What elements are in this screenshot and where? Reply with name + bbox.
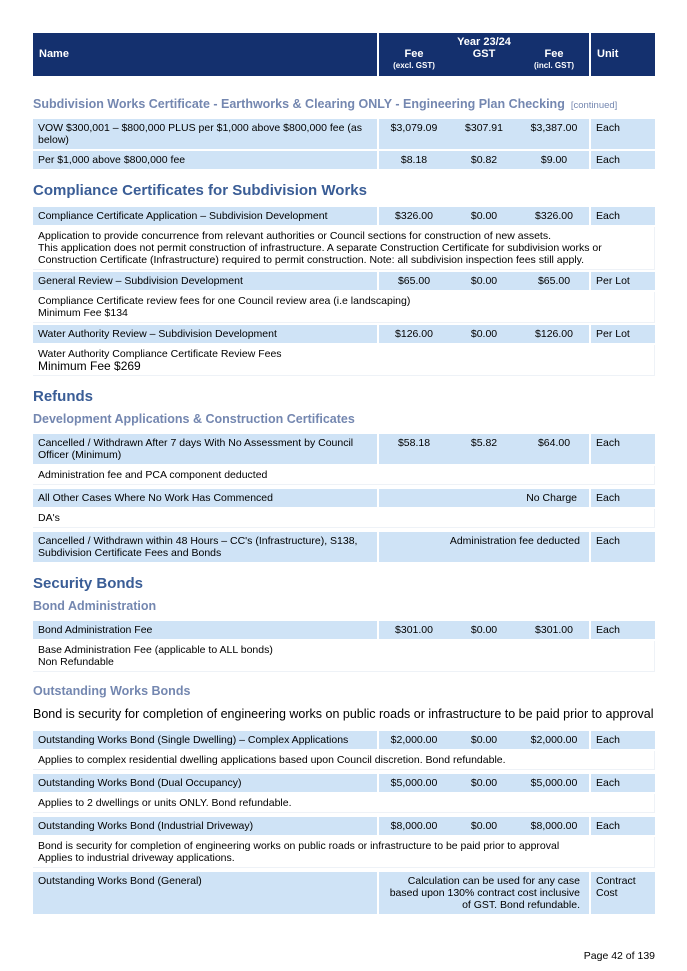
row-name: All Other Cases Where No Work Has Commenced [33,489,377,507]
header-name-label: Name [39,48,69,60]
fee-excl: $8.18 [400,154,428,166]
fee-incl: $3,387.00 [530,122,578,134]
description-line: Bond is security for completion of engineering works on public roads or infrastructure to be paid prior to approval [38,840,560,852]
header-fee-incl-sub: (incl. GST) [534,61,574,70]
row-description [33,292,655,323]
row-description [33,837,655,868]
row-fees [379,207,589,225]
header-fee-excl-sub: (excl. GST) [393,61,435,70]
fee-text [379,875,589,911]
table-row [33,434,655,464]
description-line: Compliance Certificate review fees for one Council review area (i.e landscaping) [38,295,411,307]
row-unit [591,872,655,914]
header-gst [449,48,519,60]
header-fee-incl-label: Fee [544,48,564,60]
row-description: Administration fee and PCA component deducted [33,466,655,485]
row-name: Cancelled / Withdrawn within 48 Hours – CC's (Infrastructure), S138, Subdivision Certificate Fees and Bonds [33,532,377,562]
fee-incl: $9.00 [540,154,568,166]
fee-gst: $0.00 [470,210,498,222]
row-description: Applies to complex residential dwelling applications based upon Council discretion. Bond refundable. [33,751,655,770]
row-fees [379,817,589,835]
fee-incl: $65.00 [537,275,571,287]
row-fees [379,434,589,464]
row-fees [379,731,589,749]
row-fees [379,774,589,792]
row-description [33,227,655,270]
fee-text: No Charge [526,492,577,504]
table-row [33,489,655,507]
fee-excl: $126.00 [395,328,433,340]
fee-gst: $0.00 [470,734,498,746]
fee-excl: $326.00 [395,210,433,222]
fee-gst: $307.91 [465,122,503,134]
row-description: Applies to 2 dwellings or units ONLY. Bond refundable. [33,794,655,813]
row-unit: Each [591,434,655,464]
table-row [33,731,655,749]
section-title: Security Bonds [33,575,144,592]
fee-excl: $301.00 [395,624,433,636]
row-name: Water Authority Review – Subdivision Development [33,325,377,343]
fee-schedule-page [33,33,655,914]
fee-incl: $301.00 [535,624,573,636]
row-unit: Each [591,532,655,562]
fee-gst: $0.00 [470,777,498,789]
fee-incl: $326.00 [535,210,573,222]
row-unit: Each [591,119,655,149]
description-line: Applies to industrial driveway applications. [38,852,235,864]
subsection-title: Development Applications & Construction Certificates [33,412,355,426]
description-line: Water Authority Compliance Certificate Review Fees [38,348,282,360]
description-line: Minimum Fee $134 [38,307,128,319]
fee-incl: $64.00 [537,437,571,449]
section-title: Compliance Certificates for Subdivision Works [33,182,367,199]
fee-gst: $0.00 [470,275,498,287]
row-name: Outstanding Works Bond (Industrial Driveway) [33,817,377,835]
fee-gst: $0.00 [470,624,498,636]
section-title: Refunds [33,388,93,405]
fee-gst: $0.82 [470,154,498,166]
row-name: Bond Administration Fee [33,621,377,639]
table-row [33,817,655,835]
continued-label: [continued] [570,100,618,111]
fee-excl: $65.00 [397,275,431,287]
unit-line: Cost [596,887,618,899]
fee-incl: $126.00 [535,328,573,340]
description-line: Minimum Fee $269 [38,359,141,373]
row-name: Per $1,000 above $800,000 fee [33,151,377,169]
table-row [33,872,655,914]
row-fees [379,872,589,914]
header-fees-cell [379,33,589,76]
description-line: This application does not permit construction of infrastructure. A separate Construction Certificate for subdivision works or Construction Certificate (Infrastructure) required to permit construction. Note: all subdivision inspection fees still apply. [38,242,602,266]
row-unit: Each [591,817,655,835]
subsection-title: Outstanding Works Bonds [33,684,191,698]
header-gst-label: GST [472,48,496,60]
fee-text-line: Calculation can be used for any case [407,875,580,887]
row-fees [379,151,589,169]
fee-incl: $2,000.00 [530,734,578,746]
table-row [33,272,655,290]
header-name-cell [33,33,377,76]
fee-excl: $58.18 [397,437,431,449]
header-fee-excl [379,48,449,72]
description-line: Application to provide concurrence from relevant authorities or Council sections for construction of new assets. [38,230,552,242]
section-title [33,97,655,111]
fee-excl: $3,079.09 [390,122,438,134]
table-row [33,325,655,343]
fee-excl: $5,000.00 [390,777,438,789]
page-number: Page 42 of 139 [583,950,655,962]
fee-gst: $5.82 [470,437,498,449]
row-fees [379,325,589,343]
row-unit: Per Lot [591,325,655,343]
fee-gst: $0.00 [470,328,498,340]
section-title-text: Subdivision Works Certificate - Earthworks & Clearing ONLY - Engineering Plan Checking [33,97,565,111]
row-fees [379,532,589,562]
row-unit: Each [591,151,655,169]
table-row [33,151,655,169]
row-unit: Each [591,731,655,749]
row-name: VOW $300,001 – $800,000 PLUS per $1,000 above $800,000 fee (as below) [33,119,377,149]
unit-line: Contract [596,875,636,887]
subsection-title: Bond Administration [33,599,157,613]
table-row [33,621,655,639]
header-fee-excl-label: Fee [404,48,424,60]
description-line: Base Administration Fee (applicable to ALL bonds) [38,644,273,656]
row-unit: Per Lot [591,272,655,290]
row-fees [379,621,589,639]
header-unit-label: Unit [597,48,619,60]
row-unit: Each [591,489,655,507]
header-year: Year 23/24 [457,36,511,48]
table-row [33,207,655,225]
row-fees [379,272,589,290]
row-description [33,345,655,376]
fee-excl: $8,000.00 [390,820,438,832]
section-lead: Bond is security for completion of engineering works on public roads or infrastructure to be paid prior to approval [33,707,654,721]
fee-text: Administration fee deducted [449,535,580,547]
header-unit-cell [591,33,655,76]
table-row [33,774,655,792]
table-row [33,532,655,562]
row-unit: Each [591,774,655,792]
row-name: Outstanding Works Bond (Single Dwelling) – Complex Applications [33,731,377,749]
row-fees [379,489,589,507]
row-name: Outstanding Works Bond (General) [33,872,377,914]
row-fees [379,119,589,149]
row-name: Compliance Certificate Application – Subdivision Development [33,207,377,225]
table-row [33,119,655,149]
fee-excl: $2,000.00 [390,734,438,746]
row-name: Cancelled / Withdrawn After 7 days With No Assessment by Council Officer (Minimum) [33,434,377,464]
fee-text-line: of GST. Bond refundable. [462,899,580,911]
description-line: Non Refundable [38,656,114,668]
row-name: General Review – Subdivision Development [33,272,377,290]
row-unit: Each [591,621,655,639]
row-description: DA's [33,509,655,528]
fee-gst: $0.00 [470,820,498,832]
row-name: Outstanding Works Bond (Dual Occupancy) [33,774,377,792]
fee-text-line: based upon 130% contract cost inclusive [389,887,580,899]
row-unit: Each [591,207,655,225]
row-description [33,641,655,672]
table-header [33,33,655,76]
fee-incl: $5,000.00 [530,777,578,789]
header-fee-incl [519,48,589,72]
fee-incl: $8,000.00 [530,820,578,832]
